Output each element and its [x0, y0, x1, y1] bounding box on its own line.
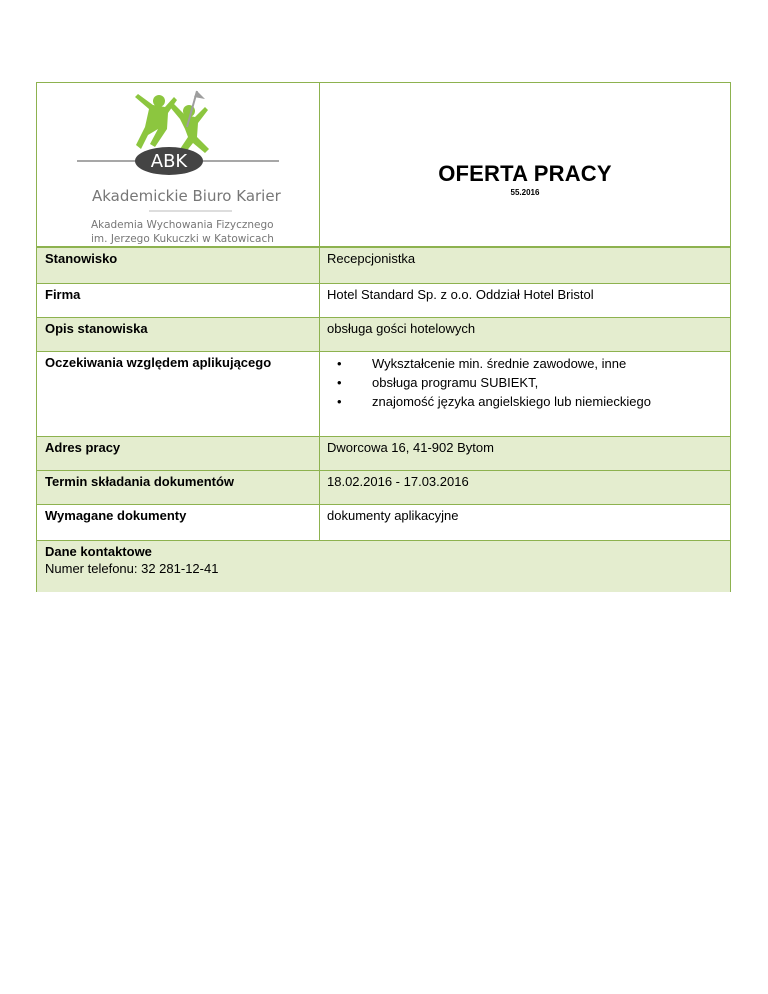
row-value: Dworcowa 16, 41-902 Bytom	[327, 440, 494, 455]
list-item: • Wykształcenie min. średnie zawodowe, inne	[327, 354, 651, 373]
row-opis	[37, 317, 730, 351]
row-label: Opis stanowiska	[45, 321, 148, 336]
row-label: Wymagane dokumenty	[45, 508, 187, 523]
row-adres	[37, 436, 730, 470]
row-kontakt	[37, 540, 730, 592]
offer-number: 55.2016	[510, 188, 540, 197]
svg-text:ABK: ABK	[150, 151, 188, 172]
row-label: Termin składania dokumentów	[45, 474, 235, 489]
row-firma	[37, 283, 730, 317]
row-value: Recepcjonistka	[327, 251, 416, 266]
row-value: 18.02.2016 - 17.03.2016	[327, 474, 469, 489]
row-value: obsługa gości hotelowych	[327, 321, 476, 336]
row-label: Stanowisko	[45, 251, 118, 266]
contact-phone: Numer telefonu: 32 281-12-41	[45, 561, 219, 576]
abk-logo	[37, 83, 319, 246]
jumping-figures-icon	[135, 94, 209, 153]
list-item: • znajomość języka angielskiego lub niemieckiego	[327, 392, 651, 411]
job-offer-table	[36, 82, 731, 592]
svg-text:Akademickie Biuro Karier: Akademickie Biuro Karier	[92, 187, 281, 205]
row-label: Oczekiwania względem aplikującego	[45, 355, 272, 370]
contact-label: Dane kontaktowe	[45, 544, 152, 559]
row-value: Hotel Standard Sp. z o.o. Oddział Hotel Bristol	[327, 287, 594, 302]
row-termin	[37, 470, 730, 504]
row-oczekiwania	[37, 351, 730, 436]
svg-text:im. Jerzego Kukuczki w Katowic: im. Jerzego Kukuczki w Katowicach	[91, 233, 274, 245]
row-label: Adres pracy	[45, 440, 121, 455]
title-cell	[320, 83, 730, 246]
list-item: • obsługa programu SUBIEKT,	[327, 373, 651, 392]
row-value: dokumenty aplikacyjne	[327, 508, 459, 523]
row-dokumenty	[37, 504, 730, 540]
page-title: OFERTA PRACY	[438, 161, 612, 186]
row-stanowisko	[37, 248, 730, 283]
svg-text:Akademia Wychowania Fizycznego: Akademia Wychowania Fizycznego	[91, 219, 274, 231]
requirements-list	[327, 354, 651, 411]
row-label: Firma	[45, 287, 81, 302]
